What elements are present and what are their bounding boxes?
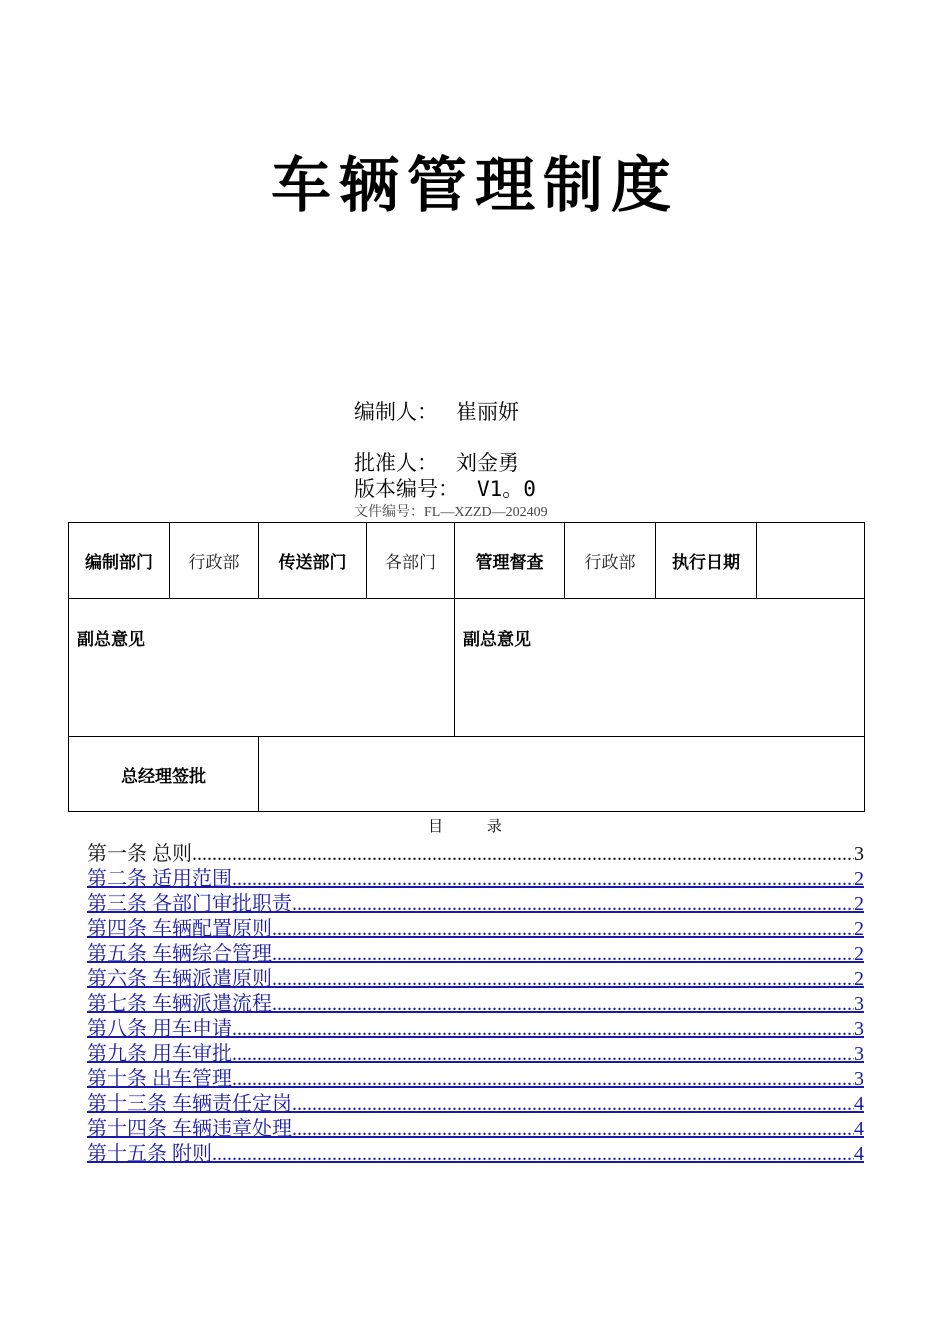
toc-leader — [212, 1143, 854, 1166]
toc-item-page: 4 — [854, 1093, 864, 1115]
approval-table — [68, 522, 865, 812]
vp-opinion-left: 副总意见 — [69, 599, 455, 737]
toc-leader — [292, 893, 854, 916]
preparer-label: 编制人： — [354, 400, 438, 424]
toc-item-page: 2 — [854, 918, 864, 940]
toc-item[interactable] — [87, 837, 864, 865]
toc-item-page: 3 — [854, 843, 864, 865]
toc-item-label: 第七条 车辆派遣流程 — [87, 993, 272, 1015]
vp-opinion-right: 副总意见 — [455, 599, 865, 737]
toc-item-page: 2 — [854, 868, 864, 890]
toc-item-label: 第十三条 车辆责任定岗 — [87, 1093, 292, 1115]
toc-item-page: 2 — [854, 893, 864, 915]
toc-item-page: 4 — [854, 1143, 864, 1165]
toc-item-label: 第三条 各部门审批职责 — [87, 893, 292, 915]
toc-leader — [232, 868, 854, 891]
date-label: 执行日期 — [656, 523, 757, 599]
approver-name: 刘金勇 — [456, 451, 519, 475]
dept-label: 编制部门 — [69, 523, 170, 599]
toc-item-page: 3 — [854, 1018, 864, 1040]
version-value: V1。0 — [477, 477, 536, 501]
toc-item-label: 第九条 用车审批 — [87, 1043, 232, 1065]
toc-item-page: 2 — [854, 943, 864, 965]
toc-item-label: 第二条 适用范围 — [87, 868, 232, 890]
version-label: 版本编号： — [354, 477, 459, 501]
toc-item-label: 第六条 车辆派遣原则 — [87, 968, 272, 990]
toc-leader — [232, 1018, 854, 1041]
toc-item-page: 3 — [854, 1043, 864, 1065]
toc-item-label: 第十条 出车管理 — [87, 1068, 232, 1090]
toc-item-page: 3 — [854, 1068, 864, 1090]
date-value — [757, 523, 865, 599]
preparer-line — [354, 396, 519, 426]
toc-item-page: 4 — [854, 1118, 864, 1140]
toc-item-page: 3 — [854, 993, 864, 1015]
approver-label: 批准人： — [354, 451, 438, 475]
document-title: 车辆管理制度 — [271, 151, 679, 221]
supervise-label: 管理督查 — [455, 523, 565, 599]
toc-leader — [292, 1118, 854, 1141]
file-number: 文件编号：FL—XZZD—202409 — [354, 505, 548, 520]
toc-leader — [232, 1068, 854, 1091]
send-label: 传送部门 — [259, 523, 367, 599]
toc-item-label: 第四条 车辆配置原则 — [87, 918, 272, 940]
toc-leader — [232, 1043, 854, 1066]
toc-item-label: 第五条 车辆综合管理 — [87, 943, 272, 965]
toc-item-label: 第一条 总则 — [87, 843, 192, 865]
version-line — [354, 473, 536, 503]
toc-leader — [292, 1093, 854, 1116]
dept-value: 行政部 — [170, 523, 259, 599]
toc-title: 目 录 — [428, 819, 522, 835]
toc-leader — [272, 968, 854, 991]
toc-item-label: 第十四条 车辆违章处理 — [87, 1118, 292, 1140]
send-value: 各部门 — [367, 523, 455, 599]
toc-item-label: 第十五条 附则 — [87, 1143, 212, 1165]
toc-item-page: 2 — [854, 968, 864, 990]
gm-label: 总经理签批 — [69, 737, 259, 812]
table-of-contents — [87, 837, 864, 1165]
gm-value — [259, 737, 865, 812]
preparer-name: 崔丽妍 — [456, 400, 519, 424]
toc-leader — [272, 943, 854, 966]
toc-leader — [192, 843, 854, 866]
toc-item-label: 第八条 用车申请 — [87, 1018, 232, 1040]
toc-leader — [272, 918, 854, 941]
toc-leader — [272, 993, 854, 1016]
supervise-value: 行政部 — [565, 523, 656, 599]
